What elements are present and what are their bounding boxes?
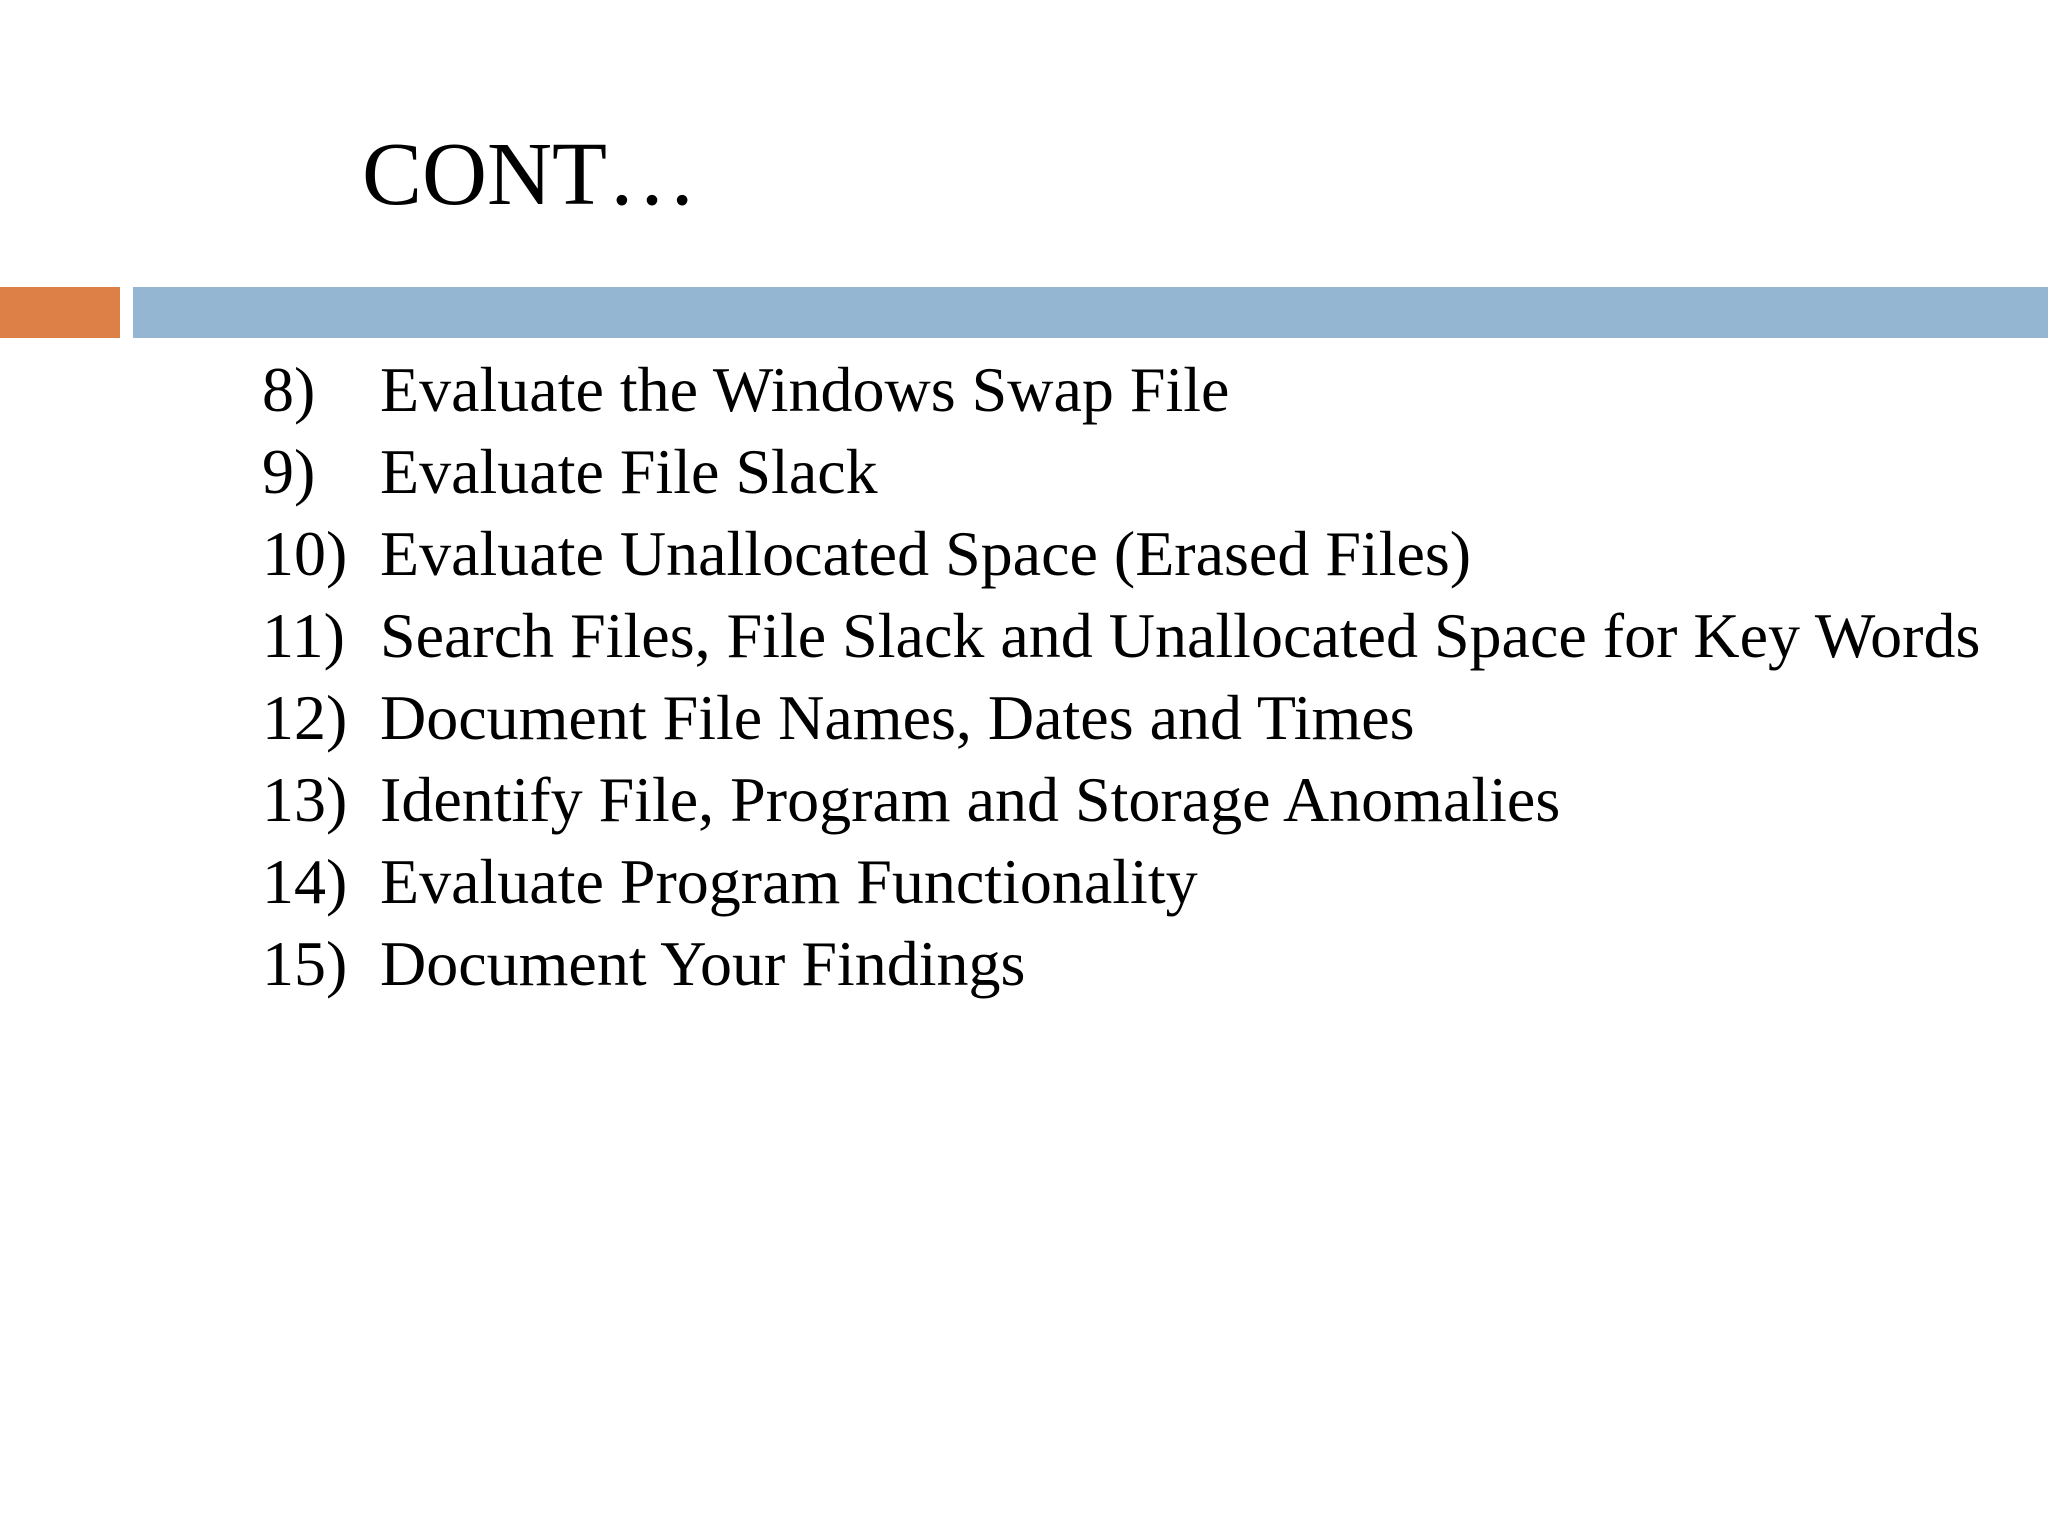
list-item xyxy=(262,436,2002,507)
list-item xyxy=(262,846,2002,917)
accent-bar-orange xyxy=(0,287,120,338)
list-item-text: Evaluate Program Functionality xyxy=(380,846,1198,917)
list-item-text: Evaluate the Windows Swap File xyxy=(380,354,1230,425)
list-item-text: Identify File, Program and Storage Anomalies xyxy=(380,764,1561,835)
list-item-text: Document Your Findings xyxy=(380,928,1026,999)
list-item-number: 8) xyxy=(262,354,316,425)
list-item-number: 10) xyxy=(262,518,348,589)
list-item-text: Document File Names, Dates and Times xyxy=(380,682,1415,753)
list-item xyxy=(262,682,2002,753)
list-item xyxy=(262,928,2002,999)
list-item-number: 13) xyxy=(262,764,348,835)
list-item xyxy=(262,518,2002,589)
list-item xyxy=(262,764,2002,835)
list-item-number: 9) xyxy=(262,436,316,507)
list-item-number: 15) xyxy=(262,928,348,999)
numbered-list xyxy=(262,354,2002,1014)
list-item xyxy=(262,600,2002,671)
slide-title: CONT… xyxy=(362,125,697,224)
list-item-number: 12) xyxy=(262,682,348,753)
list-item-text: Evaluate Unallocated Space (Erased Files) xyxy=(380,518,1472,589)
list-item-text: Search Files, File Slack and Unallocated Space for Key Words xyxy=(380,600,1981,671)
list-item-number: 14) xyxy=(262,846,348,917)
list-item-number: 11) xyxy=(262,600,345,671)
accent-bar-blue xyxy=(133,287,2048,338)
list-item xyxy=(262,354,2002,425)
list-item-text: Evaluate File Slack xyxy=(380,436,878,507)
